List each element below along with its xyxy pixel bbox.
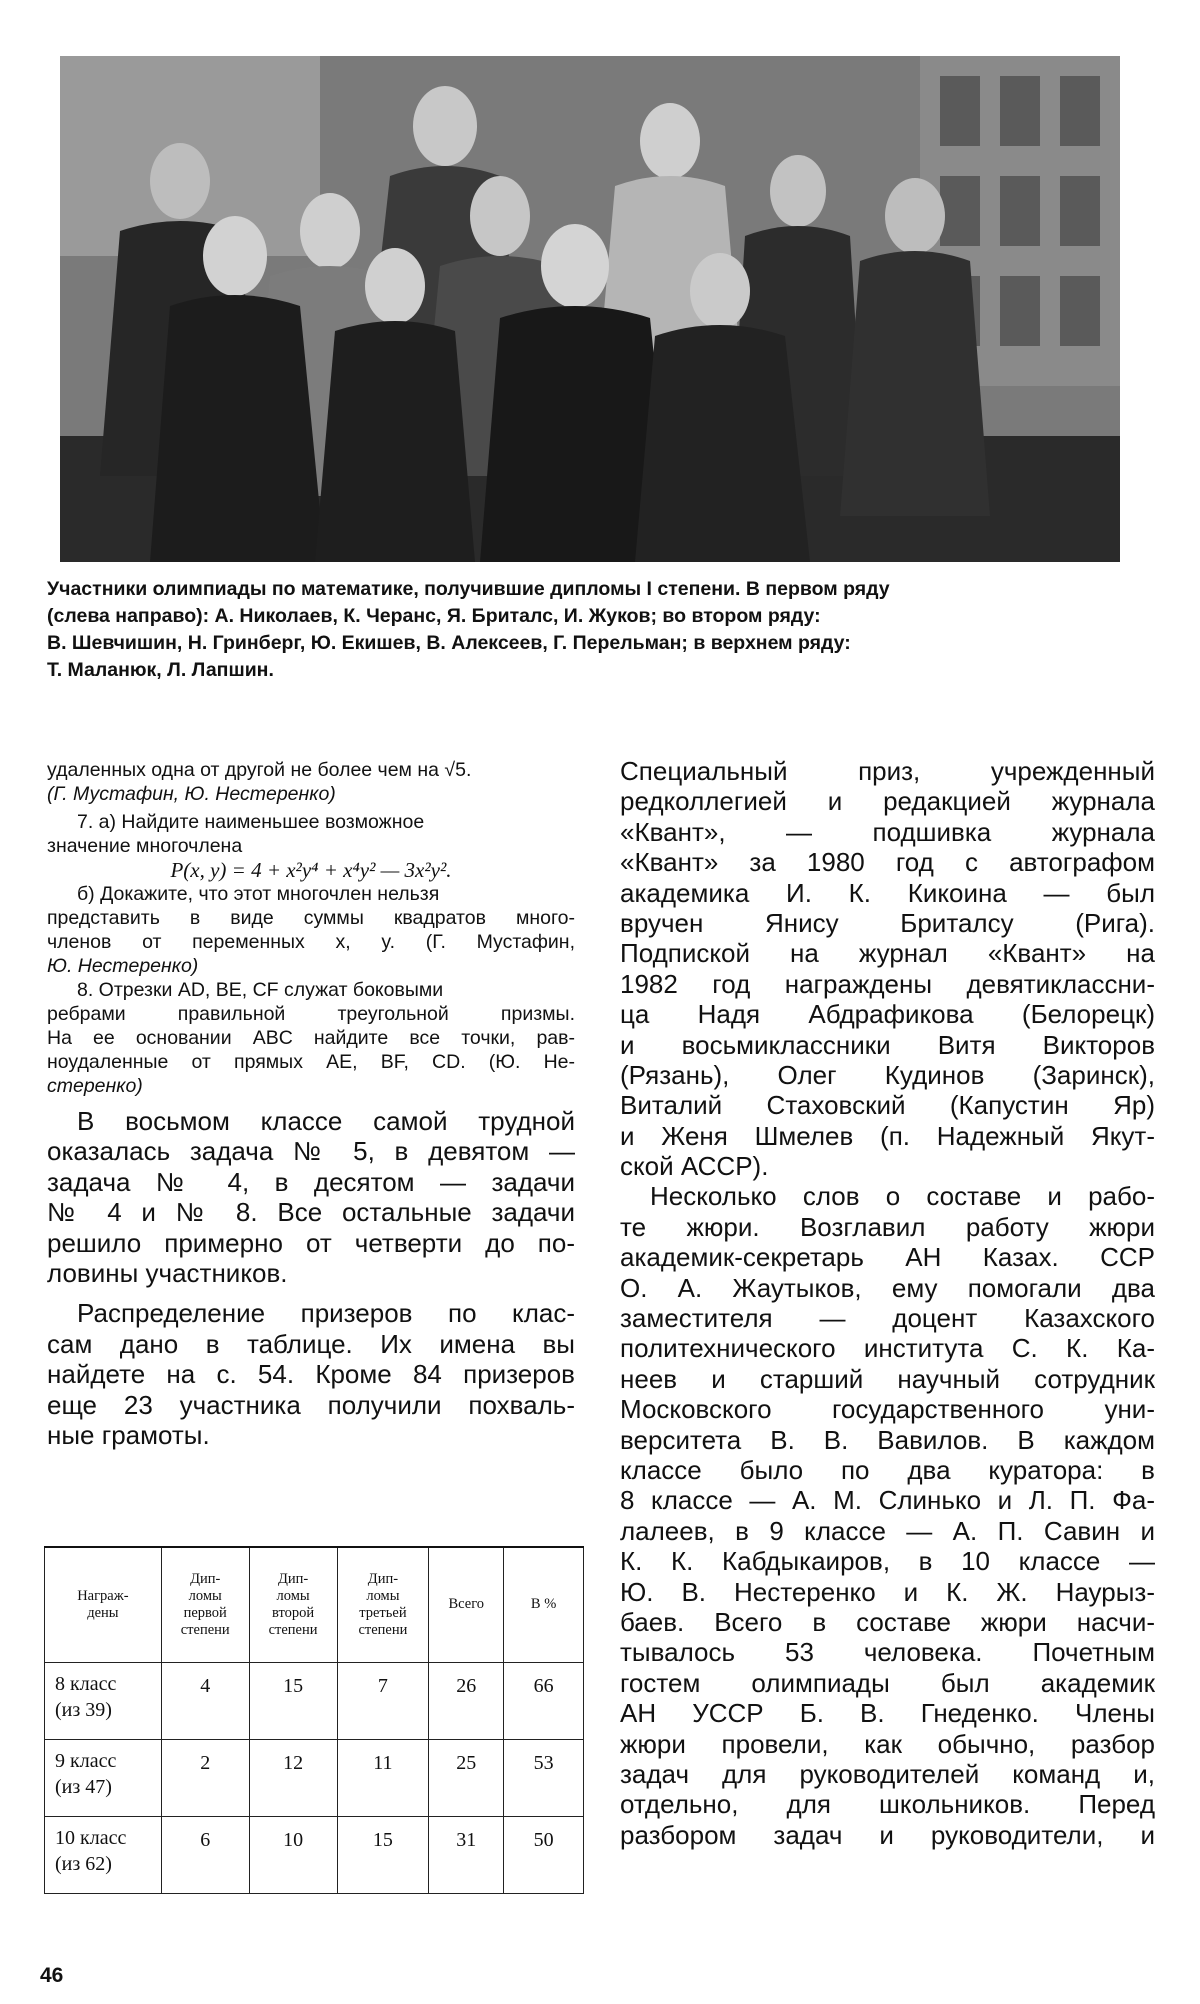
paragraph-line: редколлегией и редакцией журнала <box>620 786 1155 817</box>
problem-text: удаленных одна от другой не более чем на √5. <box>47 759 472 781</box>
problem-text: б) Докажите, что этот многочлен нельзя <box>77 883 440 905</box>
paragraph-line: заместителя — доцент Казахского <box>620 1303 1155 1334</box>
paragraph-line: «Квант», — подшивка журнала <box>620 816 1155 847</box>
paragraph-line: 1982 год награждены девятиклассни- <box>620 968 1155 999</box>
paragraph-line: неев и старший научный сотрудник <box>620 1363 1155 1394</box>
paragraph-line: ловины участников. <box>47 1257 288 1288</box>
right-column <box>620 756 1155 1850</box>
problem-authors: стеренко) <box>47 1075 143 1097</box>
table-cell: 31 <box>429 1816 504 1893</box>
paragraph-line: ца Надя Абдрафикова (Белорецк) <box>620 999 1155 1030</box>
paragraph-line: те жюри. Возглавил работу жюри <box>620 1211 1155 1242</box>
table-cell: 4 <box>161 1662 249 1739</box>
problem-text: представить в виде суммы квадратов много- <box>47 907 575 929</box>
table-header: Всего <box>429 1547 504 1662</box>
paragraph-line: 8 классе — А. М. Слинько и Л. П. Фа- <box>620 1485 1155 1516</box>
table-header: Дип- ломы второй степени <box>249 1547 337 1662</box>
paragraph-line: академик-секретарь АН Казах. ССР <box>620 1242 1155 1273</box>
paragraph-line: АН УССР Б. В. Гнеденко. Члены <box>620 1698 1155 1729</box>
table-cell: 25 <box>429 1739 504 1816</box>
paragraph-line: и восьмиклассники Витя Викторов <box>620 1029 1155 1060</box>
paragraph-line: гостем олимпиады был академик <box>620 1667 1155 1698</box>
table-cell-class: 9 класс (из 47) <box>45 1739 162 1816</box>
body-text-left <box>47 1106 575 1450</box>
paragraph-line: Московского государственного уни- <box>620 1394 1155 1425</box>
problem-8-heading: 8. Отрезки AD, BE, CF служат боковыми <box>77 979 444 1001</box>
table-header: Награж- дены <box>45 1547 162 1662</box>
group-photo <box>60 56 1120 562</box>
paragraph-line: вручен Янису Бриталсу (Рига). <box>620 907 1155 938</box>
paragraph-line: К. К. Кабдыкаиров, в 10 классе — <box>620 1546 1155 1577</box>
table-cell: 26 <box>429 1662 504 1739</box>
problem-text: членов от переменных x, y. (Г. Мустафин, <box>47 931 575 953</box>
paragraph-line: Виталий Стаховский (Капустин Яр) <box>620 1090 1155 1121</box>
paragraph-line: сам дано в таблице. Их имена вы <box>47 1328 575 1359</box>
table-cell-class: 10 класс (из 62) <box>45 1816 162 1893</box>
paragraph-line: найдете на с. 54. Кроме 84 призеров <box>47 1359 575 1390</box>
problem-7-heading: 7. а) Найдите наименьшее возможное <box>77 811 425 833</box>
caption-line: Т. Маланюк, Л. Лапшин. <box>47 659 274 681</box>
paragraph-line: лалеев, в 9 классе — А. П. Савин и <box>620 1515 1155 1546</box>
problem-authors: Ю. Нестеренко) <box>47 955 199 977</box>
paragraph-line: оказалась задача № 5, в девятом — <box>47 1136 575 1167</box>
paragraph-line: разбором задач и руководители, и <box>620 1819 1155 1850</box>
paragraph-line: политехнического института С. К. Ка- <box>620 1333 1155 1364</box>
paragraph-line: академика И. К. Кикоина — был <box>620 877 1155 908</box>
table-cell: 66 <box>504 1662 584 1739</box>
table-header: Дип- ломы первой степени <box>161 1547 249 1662</box>
paragraph-line: Распределение призеров по клас- <box>77 1298 575 1329</box>
paragraph-line: задач для руководителей команд и, <box>620 1758 1155 1789</box>
paragraph-line: баев. Всего в составе жюри насчи- <box>620 1606 1155 1637</box>
paragraph-line: «Квант» за 1980 год с автографом <box>620 847 1155 878</box>
table-cell: 2 <box>161 1739 249 1816</box>
caption-line: Участники олимпиады по математике, получившие дипломы I степени. В первом ряду <box>47 578 890 600</box>
group-photo-illustration <box>60 56 1120 562</box>
paragraph-line: тывалось 53 человека. Почетным <box>620 1637 1155 1668</box>
paragraph-line: (Рязань), Олег Кудинов (Заринск), <box>620 1059 1155 1090</box>
paragraph-line: ные грамоты. <box>47 1419 210 1450</box>
table-row <box>45 1739 584 1816</box>
problems-block <box>47 758 575 1098</box>
table-cell: 6 <box>161 1816 249 1893</box>
page-number: 46 <box>40 1964 64 1987</box>
paragraph-line: Подпиской на журнал «Квант» на <box>620 938 1155 969</box>
table-header: В % <box>504 1547 584 1662</box>
table-row <box>45 1816 584 1893</box>
caption-line: (слева направо): А. Николаев, К. Черанс, Я. Бриталс, И. Жуков; во втором ряду: <box>47 605 821 627</box>
problem-text: значение многочлена <box>47 835 243 857</box>
paragraph-line: отдельно, для школьников. Перед <box>620 1789 1155 1820</box>
paragraph-line: еще 23 участника получили похваль- <box>47 1389 575 1420</box>
problem-text: ноудаленные от прямых AE, BF, CD. (Ю. Не- <box>47 1051 575 1073</box>
paragraph-line: задача № 4, в десятом — задачи <box>47 1166 575 1197</box>
awards-table <box>44 1546 584 1894</box>
paragraph-line: ской АССР). <box>620 1151 769 1182</box>
caption-line: В. Шевчишин, Н. Гринберг, Ю. Екишев, В. Алексеев, Г. Перельман; в верхнем ряду: <box>47 632 851 654</box>
table-cell: 53 <box>504 1739 584 1816</box>
paragraph-line: жюри провели, как обычно, разбор <box>620 1728 1155 1759</box>
table-header: Дип- ломы третьей степени <box>337 1547 429 1662</box>
paragraph-line: О. А. Жаутыков, ему помогали два <box>620 1272 1155 1303</box>
paragraph-line: Несколько слов о составе и рабо- <box>650 1181 1155 1212</box>
paragraph-line: Специальный приз, учрежденный <box>620 756 1155 786</box>
table-cell: 15 <box>337 1816 429 1893</box>
paragraph-line: Ю. В. Нестеренко и К. Ж. Наурыз- <box>620 1576 1155 1607</box>
paragraph-line: № 4 и № 8. Все остальные задачи <box>47 1197 575 1228</box>
problem-text: ребрами правильной треугольной призмы. <box>47 1003 575 1025</box>
table-cell: 15 <box>249 1662 337 1739</box>
table-cell: 12 <box>249 1739 337 1816</box>
paragraph-line: классе было по два куратора: в <box>620 1454 1155 1485</box>
left-column <box>47 758 575 1450</box>
paragraph-line: решило примерно от четверти до по- <box>47 1227 575 1258</box>
photo-caption <box>47 576 1117 684</box>
table-cell: 11 <box>337 1739 429 1816</box>
table-cell: 7 <box>337 1662 429 1739</box>
paragraph-line: В восьмом классе самой трудной <box>77 1106 575 1136</box>
table-cell-class: 8 класс (из 39) <box>45 1662 162 1739</box>
problem-text: На ее основании ABC найдите все точки, рав- <box>47 1027 575 1049</box>
table-row <box>45 1662 584 1739</box>
table-cell: 10 <box>249 1816 337 1893</box>
problem-7-formula: P(x, y) = 4 + x²y⁴ + x⁴y² — 3x²y². <box>170 858 452 882</box>
table-cell: 50 <box>504 1816 584 1893</box>
paragraph-line: и Женя Шмелев (п. Надежный Якут- <box>620 1120 1155 1151</box>
table-header-row <box>45 1547 584 1662</box>
problem-authors: (Г. Мустафин, Ю. Нестеренко) <box>47 783 336 805</box>
paragraph-line: верситета В. В. Вавилов. В каждом <box>620 1424 1155 1455</box>
